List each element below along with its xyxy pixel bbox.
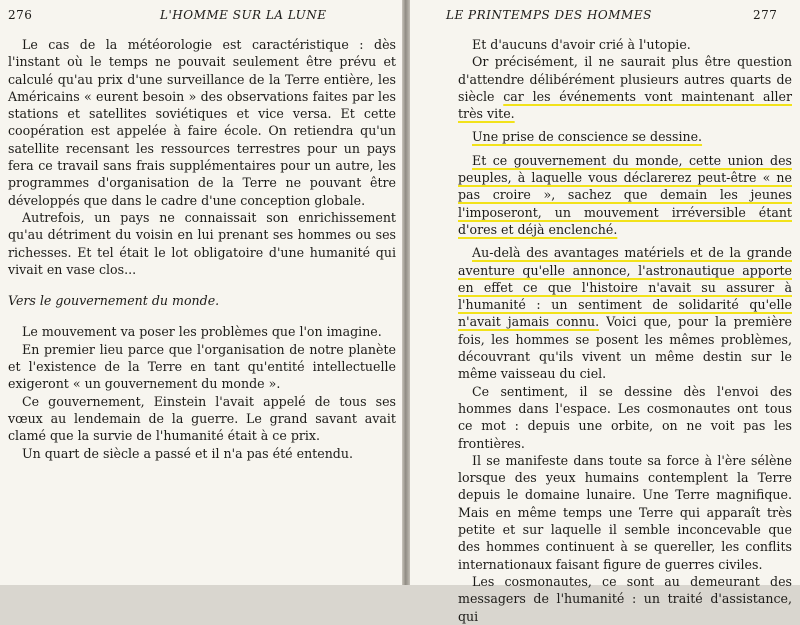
section-heading: Vers le gouvernement du monde. (8, 293, 220, 309)
page-number: 276 (8, 8, 33, 22)
paragraph (458, 128, 792, 145)
left-page (0, 0, 402, 585)
paragraph: Les cosmonautes, ce sont au demeurant des messagers de l'humanité : un traité d'assistance, qui (458, 573, 792, 624)
left-page-body (8, 36, 396, 462)
highlighted-text: Au-delà des avantages matériels et de la grande aventure qu'elle annonce, l'astronautique apporte en effet ce que l'histoire n'avait su assurer à l'humanité : un sentiment de solidarité qu'elle n'avait jamais connu. (458, 245, 792, 330)
paragraph: Le mouvement va poser les problèmes que l'on imagine. (22, 324, 382, 340)
paragraph: Autrefois, un pays ne connaissait son enrichissement qu'au détriment du voisin en lui prenant ses hommes ou ses richesses. Et tel était le lot obligatoire d'une humanité qui vivait en vase clos... (8, 209, 396, 277)
highlighted-text: Une prise de conscience se dessine. (472, 129, 703, 145)
book-gutter (402, 0, 410, 585)
paragraph-text: Voici que, pour la première fois, les hommes se posent les mêmes problèmes, découvrant qu'ils vivent un même destin sur le même vaisseau du ciel. (458, 314, 793, 382)
highlighted-text: car les événements vont maintenant aller très vite. (458, 88, 792, 122)
paragraph-text: Or précisément, il ne saurait plus être question d'attendre délibérément plusieurs autres quarts de siècle (458, 54, 792, 104)
paragraph: Ce sentiment, il se dessine dès l'envoi des hommes dans l'espace. Les cosmonautes ont tous ce mot : depuis une orbite, on ne voit pas les frontières. (458, 383, 792, 451)
paragraph (458, 244, 792, 382)
highlighted-text: Et ce gouvernement du monde, cette union des peuples, à laquelle vous déclarerez peut-être « ne pas croire », sachez que demain les jeunes l'imposeront, un mouvement irréversible étant d'ores et déjà enclenché. (458, 152, 792, 237)
right-page-body (458, 36, 792, 625)
right-page (410, 0, 800, 624)
paragraph: Un quart de siècle a passé et il n'a pas été entendu. (22, 445, 353, 461)
paragraph: Le cas de la météorologie est caractéristique : dès l'instant où le temps ne pouvait seulement être prévu et calculé qu'au prix d'une surveillance de la Terre entière, les Américains « eurent besoin » des observations faites par les stations et satellites soviétiques et vice versa. Et cette coopération est appelée à faire école. On retiendra qu'un satellite recensant les ressources terrestres pour un pays fera ce travail sans frais supplémentaires pour un autre, les programmes d'organisation de la Terre ne pouvant être développés que dans le cadre d'une conception globale. (8, 37, 396, 208)
running-title: L'HOMME SUR LA LUNE (160, 8, 327, 22)
paragraph (458, 53, 792, 122)
page-number: 277 (753, 8, 778, 22)
paragraph: Ce gouvernement, Einstein l'avait appelé de tous ses vœux au lendemain de la guerre. Le grand savant avait clamé que la survie de l'humanité était à ce prix. (8, 393, 396, 444)
paragraph: Il se manifeste dans toute sa force à l'ère sélène lorsque des yeux humains contemplent la Terre depuis le domaine lunaire. Une Terre magnifique. Mais en même temps une Terre qui apparaît très petite et sur laquelle il semble inconcevable que des hommes continuent à se quereller, les conflits internationaux faisant figure de guerres civiles. (458, 452, 792, 572)
paragraph: En premier lieu parce que l'organisation de notre planète et l'existence de la Terre en tant qu'entité intellectuelle exigeront « un gouvernement du monde ». (8, 341, 396, 392)
running-title: LE PRINTEMPS DES HOMMES (446, 8, 652, 22)
paragraph (458, 152, 792, 238)
paragraph: Et d'aucuns d'avoir crié à l'utopie. (472, 37, 691, 52)
